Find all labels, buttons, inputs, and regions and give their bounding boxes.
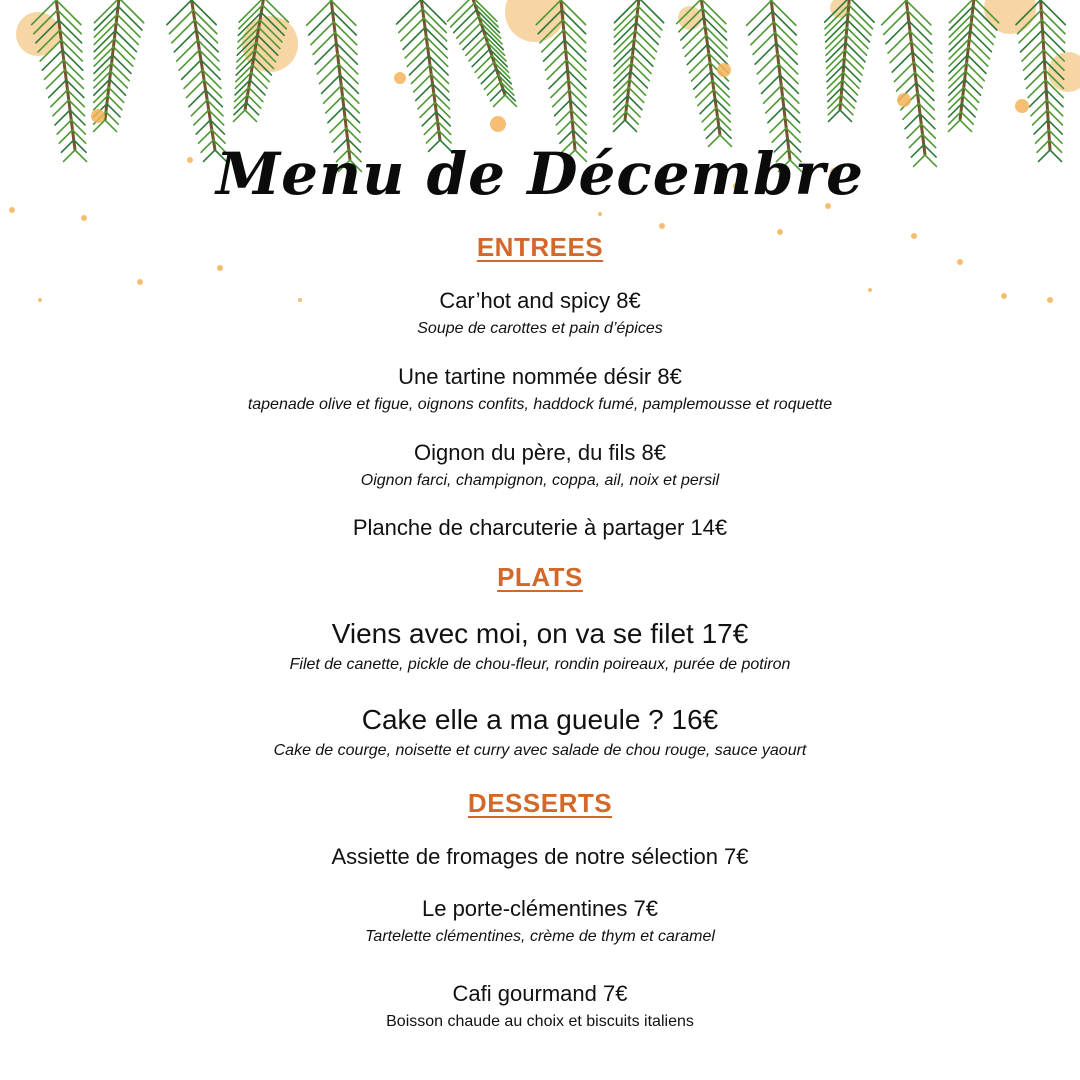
dish-name: Planche de charcuterie à partager 14€ (352, 515, 728, 540)
dish-description: Cake de courge, noisette et curry avec salade de chou rouge, sauce yaourt (273, 742, 807, 759)
dish-name: Le porte-clémentines 7€ (421, 896, 659, 921)
section-title-desserts: DESSERTS (467, 788, 613, 818)
dish-name: Une tartine nommée désir 8€ (398, 364, 682, 389)
dish-plat-2 (0, 703, 1080, 761)
dish-dessert-1 (0, 843, 1080, 871)
section-title-plats: PLATS (497, 562, 583, 592)
dish-description: tapenade olive et figue, oignons confits, haddock fumé, pamplemousse et roquette (247, 396, 833, 413)
dish-description: Soupe de carottes et pain d’épices (417, 320, 663, 337)
dish-dessert-2 (0, 895, 1080, 947)
dish-name: Cafi gourmand 7€ (452, 981, 628, 1006)
dish-name: Cake elle a ma gueule ? 16€ (361, 704, 719, 735)
dish-description: Oignon farci, champignon, coppa, ail, noix et persil (360, 472, 720, 489)
dish-dessert-3 (0, 980, 1080, 1032)
dish-entree-1 (0, 287, 1080, 339)
dish-name: Oignon du père, du fils 8€ (414, 440, 666, 465)
dish-entree-3 (0, 439, 1080, 491)
dish-name: Viens avec moi, on va se filet 17€ (331, 618, 749, 649)
dish-description: Tartelette clémentines, crème de thym et caramel (365, 928, 715, 945)
dish-entree-4 (0, 514, 1080, 542)
section-title-entrees: ENTREES (476, 232, 604, 262)
dish-plat-1 (0, 617, 1080, 675)
dish-description: Boisson chaude au choix et biscuits italiens (386, 1013, 694, 1030)
dish-name: Car’hot and spicy 8€ (439, 288, 641, 313)
dish-entree-2 (0, 363, 1080, 415)
menu-title: Menu de Décembre (215, 140, 865, 208)
dish-name: Assiette de fromages de notre sélection 7€ (331, 844, 749, 869)
dish-description: Filet de canette, pickle de chou-fleur, rondin poireaux, purée de potiron (289, 656, 791, 673)
